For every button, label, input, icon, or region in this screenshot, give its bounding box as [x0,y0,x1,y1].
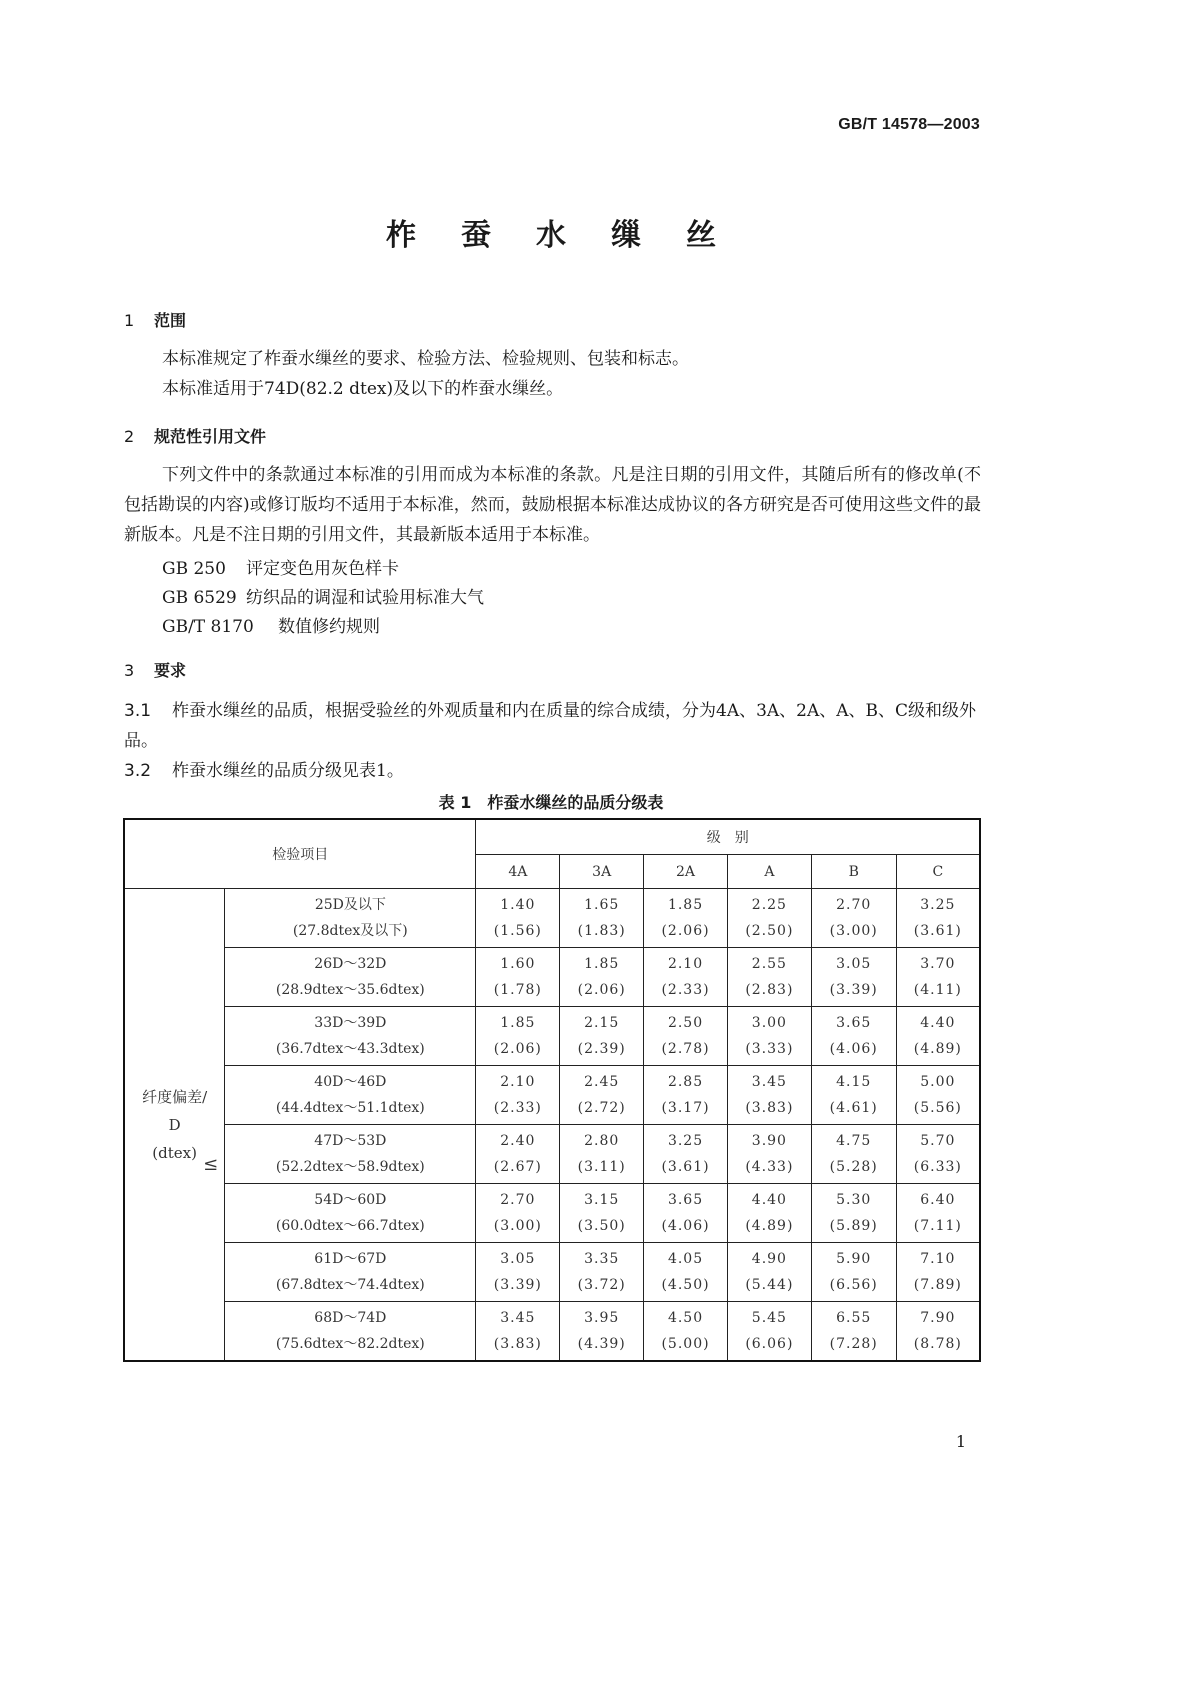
deviation-dtex: (3.50) [577,1218,626,1234]
deviation-denier: 2.10 [667,956,704,972]
deviation-denier: 7.90 [920,1310,956,1326]
range-dtex: (52.2dtex～58.9dtex) [275,1159,425,1175]
deviation-denier: 1.85 [500,1015,536,1031]
deviation-cell [727,1007,811,1066]
deviation-denier: 3.15 [584,1192,620,1208]
deviation-denier: 2.15 [584,1015,620,1031]
section-number: 3 [124,661,135,680]
grade-header: 级 别 [476,819,980,855]
deviation-cell [727,1125,811,1184]
deviation-denier: 4.15 [836,1074,872,1090]
reference-code: GB 250 [162,559,226,579]
deviation-cell [811,1243,896,1302]
deviation-cell [896,1007,980,1066]
section-heading-references [124,424,266,447]
deviation-cell [811,1007,896,1066]
deviation-dtex: (5.44) [745,1277,794,1293]
deviation-cell [560,1243,644,1302]
deviation-denier: 2.85 [667,1074,704,1090]
deviation-cell [727,1066,811,1125]
fineness-range [225,948,476,1007]
table-row [124,1066,980,1125]
deviation-dtex: (3.72) [577,1277,626,1293]
deviation-dtex: (1.78) [493,982,542,998]
item-header: 检验项目 [124,819,476,889]
deviation-dtex: (8.78) [913,1336,962,1352]
deviation-cell [896,889,980,948]
side-label-line: (dtex) [152,1143,197,1162]
deviation-dtex: (4.39) [577,1336,626,1352]
deviation-cell [727,1243,811,1302]
deviation-dtex: (7.89) [913,1277,962,1293]
deviation-dtex: (4.50) [661,1277,710,1293]
clause-text: 柞蚕水缫丝的品质分级见表1。 [172,761,404,781]
reference-item [162,612,380,637]
deviation-denier: 4.75 [836,1133,872,1149]
deviation-denier: 2.70 [836,897,872,913]
deviation-denier: 5.70 [920,1133,956,1149]
deviation-dtex: (2.06) [577,982,626,998]
section-heading-requirements [124,658,186,681]
deviation-cell [560,889,644,948]
deviation-cell [896,1243,980,1302]
deviation-dtex: (2.50) [745,923,794,939]
fineness-deviation-label [124,889,225,1362]
deviation-cell [476,1184,560,1243]
grade-label: A [727,855,811,889]
deviation-dtex: (3.17) [661,1100,710,1116]
reference-title: 评定变色用灰色样卡 [246,559,399,579]
grade-label: C [896,855,980,889]
table-caption: 表 1 柞蚕水缫丝的品质分级表 [438,793,664,812]
deviation-denier: 4.40 [751,1192,787,1208]
range-denier: 40D～46D [314,1074,387,1090]
deviation-denier: 2.25 [751,897,787,913]
deviation-dtex: (5.28) [829,1159,878,1175]
table-row [124,1125,980,1184]
deviation-denier: 3.25 [667,1133,704,1149]
deviation-dtex: (3.11) [577,1159,626,1175]
deviation-denier: 4.05 [667,1251,704,1267]
clause-number: 3.1 [124,701,152,721]
section-title: 范围 [154,311,187,330]
deviation-dtex: (3.83) [493,1336,542,1352]
deviation-cell [560,948,644,1007]
range-dtex: (36.7dtex～43.3dtex) [275,1041,425,1057]
range-denier: 26D～32D [314,956,387,972]
deviation-cell [644,1302,728,1362]
clause-text: 柞蚕水缫丝的品质，根据受验丝的外观质量和内在质量的综合成绩，分为4A、3A、2A、A、B、C级和级外品。 [124,701,977,751]
deviation-denier: 3.05 [500,1251,536,1267]
deviation-denier: 4.50 [667,1310,704,1326]
deviation-denier: 4.90 [751,1251,787,1267]
deviation-cell [644,1007,728,1066]
range-denier: 68D～74D [314,1310,387,1326]
table-row [124,948,980,1007]
range-denier: 25D及以下 [314,897,386,913]
deviation-denier: 3.90 [751,1133,787,1149]
deviation-denier: 7.10 [920,1251,956,1267]
deviation-dtex: (3.61) [661,1159,710,1175]
deviation-dtex: (2.39) [577,1041,626,1057]
deviation-cell [727,889,811,948]
range-dtex: (75.6dtex～82.2dtex) [275,1336,425,1352]
deviation-denier: 3.00 [751,1015,787,1031]
range-dtex: (27.8dtex及以下) [292,923,408,939]
deviation-dtex: (2.83) [745,982,794,998]
deviation-dtex: (7.28) [829,1336,878,1352]
deviation-dtex: (2.78) [661,1041,710,1057]
deviation-denier: 1.40 [500,897,536,913]
deviation-cell [476,948,560,1007]
deviation-cell [727,948,811,1007]
deviation-denier: 3.65 [667,1192,704,1208]
deviation-cell [476,1066,560,1125]
table-row [124,1302,980,1362]
deviation-dtex: (5.89) [829,1218,878,1234]
deviation-dtex: (2.33) [493,1100,542,1116]
clause-3-1 [124,696,981,756]
deviation-dtex: (4.89) [745,1218,794,1234]
deviation-cell [896,948,980,1007]
clause-number: 3.2 [124,761,152,781]
table-row [124,1243,980,1302]
standard-code: GB/T 14578—2003 [838,116,980,133]
fineness-range [225,1243,476,1302]
deviation-denier: 2.40 [500,1133,536,1149]
deviation-cell [811,948,896,1007]
deviation-denier: 2.50 [667,1015,704,1031]
deviation-dtex: (2.06) [493,1041,542,1057]
section-heading-scope [124,308,186,331]
deviation-denier: 2.70 [500,1192,536,1208]
deviation-cell [476,1243,560,1302]
deviation-denier: 6.40 [920,1192,956,1208]
deviation-denier: 3.05 [836,956,872,972]
scope-paragraph-1: 本标准规定了柞蚕水缫丝的要求、检验方法、检验规则、包装和标志。 [162,349,689,369]
deviation-cell [476,1302,560,1362]
deviation-denier: 3.25 [920,897,956,913]
deviation-dtex: (7.11) [913,1218,962,1234]
deviation-cell [811,1066,896,1125]
deviation-denier: 3.65 [836,1015,872,1031]
deviation-cell [811,1302,896,1362]
deviation-cell [560,1066,644,1125]
deviation-dtex: (6.56) [829,1277,878,1293]
scope-paragraph-2: 本标准适用于74D(82.2 dtex)及以下的柞蚕水缫丝。 [162,379,564,399]
reference-item [162,554,399,579]
deviation-dtex: (4.11) [913,982,962,998]
deviation-dtex: (1.83) [577,923,626,939]
reference-code: GB 6529 [162,588,237,608]
section-number: 1 [124,311,135,330]
deviation-cell [896,1184,980,1243]
deviation-dtex: (1.56) [493,923,542,939]
grade-label: 2A [644,855,728,889]
side-label-line: 纤度偏差/ [142,1087,208,1106]
range-denier: 54D～60D [314,1192,387,1208]
deviation-denier: 3.45 [500,1310,536,1326]
section-title: 规范性引用文件 [154,427,267,446]
deviation-cell [727,1184,811,1243]
deviation-dtex: (4.61) [829,1100,878,1116]
deviation-denier: 5.90 [836,1251,872,1267]
grade-table [123,818,981,1362]
deviation-denier: 4.40 [920,1015,956,1031]
table-row [124,1184,980,1243]
deviation-cell [644,1184,728,1243]
deviation-denier: 1.65 [584,897,620,913]
table-row [124,1007,980,1066]
deviation-denier: 5.30 [836,1192,872,1208]
deviation-dtex: (4.33) [745,1159,794,1175]
deviation-denier: 2.10 [500,1074,536,1090]
reference-title: 数值修约规则 [278,617,380,637]
deviation-dtex: (4.06) [829,1041,878,1057]
deviation-cell [560,1184,644,1243]
page-number: 1 [955,1432,966,1451]
range-denier: 61D～67D [314,1251,387,1267]
deviation-denier: 3.35 [584,1251,620,1267]
deviation-dtex: (4.06) [661,1218,710,1234]
deviation-dtex: (2.06) [661,923,710,939]
deviation-cell [644,948,728,1007]
deviation-dtex: (4.89) [913,1041,962,1057]
fineness-range [225,1007,476,1066]
fineness-range [225,1302,476,1362]
deviation-cell [476,1007,560,1066]
fineness-range [225,889,476,948]
fineness-range [225,1066,476,1125]
document-title: 柞蚕水缫丝 [386,218,761,253]
deviation-dtex: (2.67) [493,1159,542,1175]
deviation-cell [811,1184,896,1243]
deviation-dtex: (5.56) [913,1100,962,1116]
side-label-line: D [168,1115,181,1134]
reference-title: 纺织品的调湿和试验用标准大气 [246,588,484,608]
section-title: 要求 [154,661,187,680]
range-dtex: (44.4dtex～51.1dtex) [275,1100,425,1116]
deviation-cell [811,1125,896,1184]
deviation-denier: 2.80 [584,1133,620,1149]
deviation-denier: 5.00 [920,1074,956,1090]
deviation-cell [896,1066,980,1125]
deviation-cell [644,1243,728,1302]
deviation-cell [560,1302,644,1362]
deviation-cell [896,1302,980,1362]
deviation-dtex: (3.00) [493,1218,542,1234]
deviation-cell [476,889,560,948]
range-denier: 47D～53D [314,1133,387,1149]
fineness-range [225,1125,476,1184]
grade-label: 3A [560,855,644,889]
deviation-denier: 2.55 [751,956,787,972]
deviation-denier: 6.55 [836,1310,872,1326]
deviation-dtex: (6.33) [913,1159,962,1175]
deviation-cell [560,1125,644,1184]
deviation-denier: 3.70 [920,956,956,972]
references-paragraph: 下列文件中的条款通过本标准的引用而成为本标准的条款。凡是注日期的引用文件，其随后所有的修改单(不包括勘误的内容)或修订版均不适用于本标准，然而，鼓励根据本标准达成协议的各方研究是否可使用这些文件的最新版本。凡是不注日期的引用文件，其最新版本适用于本标准。 [124,465,981,545]
deviation-denier: 1.60 [500,956,536,972]
deviation-cell [811,889,896,948]
deviation-cell [560,1007,644,1066]
deviation-denier: 2.45 [584,1074,620,1090]
deviation-denier: 3.45 [751,1074,787,1090]
section-number: 2 [124,427,135,446]
deviation-denier: 1.85 [667,897,704,913]
table-row [124,889,980,948]
deviation-dtex: (3.61) [913,923,962,939]
fineness-range [225,1184,476,1243]
deviation-cell [476,1125,560,1184]
deviation-dtex: (2.33) [661,982,710,998]
deviation-dtex: (5.00) [661,1336,710,1352]
deviation-cell [644,1066,728,1125]
deviation-cell [896,1125,980,1184]
deviation-cell [727,1302,811,1362]
grade-label: B [811,855,896,889]
range-dtex: (67.8dtex～74.4dtex) [275,1277,425,1293]
grade-label: 4A [476,855,560,889]
deviation-dtex: (3.33) [745,1041,794,1057]
reference-code: GB/T 8170 [162,617,254,637]
reference-item [162,583,484,608]
deviation-dtex: (2.72) [577,1100,626,1116]
range-dtex: (28.9dtex～35.6dtex) [275,982,425,998]
deviation-dtex: (3.00) [829,923,878,939]
deviation-dtex: (6.06) [745,1336,794,1352]
clause-3-2 [124,756,981,786]
deviation-denier: 3.95 [584,1310,620,1326]
deviation-dtex: (3.83) [745,1100,794,1116]
deviation-dtex: (3.39) [493,1277,542,1293]
range-denier: 33D～39D [314,1015,387,1031]
deviation-cell [644,889,728,948]
less-equal-symbol: ≤ [203,1154,219,1175]
range-dtex: (60.0dtex～66.7dtex) [275,1218,425,1234]
deviation-denier: 5.45 [751,1310,787,1326]
deviation-dtex: (3.39) [829,982,878,998]
deviation-cell [644,1125,728,1184]
deviation-denier: 1.85 [584,956,620,972]
